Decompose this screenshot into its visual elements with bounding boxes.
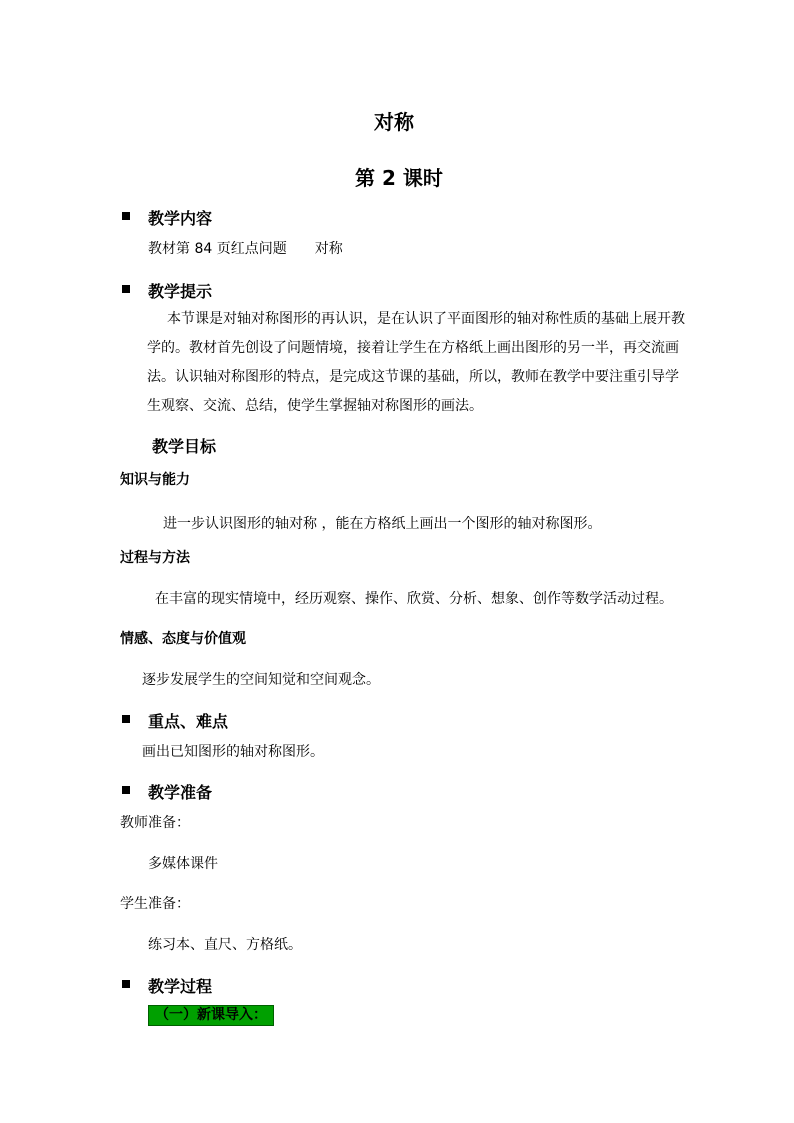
bullet-icon — [122, 786, 130, 794]
emotion-text: 逐步发展学生的空间知觉和空间观念。 — [142, 672, 380, 688]
process-step-1 — [148, 1004, 274, 1024]
bullet-icon — [122, 715, 130, 723]
section-heading-key: 重点、难点 — [148, 712, 229, 731]
section-heading-prep: 教学准备 — [148, 783, 213, 802]
section-heading-goals: 教学目标 — [152, 437, 217, 456]
teacher-prep-label: 教师准备： — [120, 815, 190, 831]
subheading-process: 过程与方法 — [120, 550, 190, 566]
process-text: 在丰富的现实情境中，经历观察、操作、欣赏、分析、想象、创作等数学活动过程。 — [155, 591, 673, 607]
document-title: 对称 — [374, 110, 414, 134]
content-text: 教材第 84 页红点问题 对称 — [148, 241, 343, 257]
lesson-number: 第 2 课时 — [355, 166, 443, 190]
highlighted-step-label: （一）新课导入： — [148, 1005, 274, 1026]
tips-paragraph: 本节课是对轴对称图形的再认识，是在认识了平面图形的轴对称性质的基础上展开教学的。教材首先创设了问题情境，接着让学生在方格纸上画出图形的另一半，再交流画法。认识轴对称图形的特点，是完成这节课的基础，所以，教师在教学中要注重引导学生观察、交流、总结，使学生掌握轴对称图形的画法。 — [147, 311, 685, 414]
section-heading-tips: 教学提示 — [148, 282, 213, 301]
student-prep-text: 练习本、直尺、方格纸。 — [148, 937, 302, 953]
bullet-icon — [122, 285, 130, 293]
subheading-knowledge: 知识与能力 — [120, 472, 190, 488]
knowledge-text: 进一步认识图形的轴对称 ，能在方格纸上画出一个图形的轴对称图形。 — [163, 516, 602, 532]
section-heading-content: 教学内容 — [148, 209, 213, 228]
student-prep-label: 学生准备： — [120, 896, 190, 912]
subheading-emotion: 情感、态度与价值观 — [120, 631, 246, 647]
key-text: 画出已知图形的轴对称图形。 — [142, 744, 324, 760]
section-heading-process: 教学过程 — [148, 977, 213, 996]
teacher-prep-text: 多媒体课件 — [148, 856, 218, 872]
bullet-icon — [122, 980, 130, 988]
bullet-icon — [122, 212, 130, 220]
